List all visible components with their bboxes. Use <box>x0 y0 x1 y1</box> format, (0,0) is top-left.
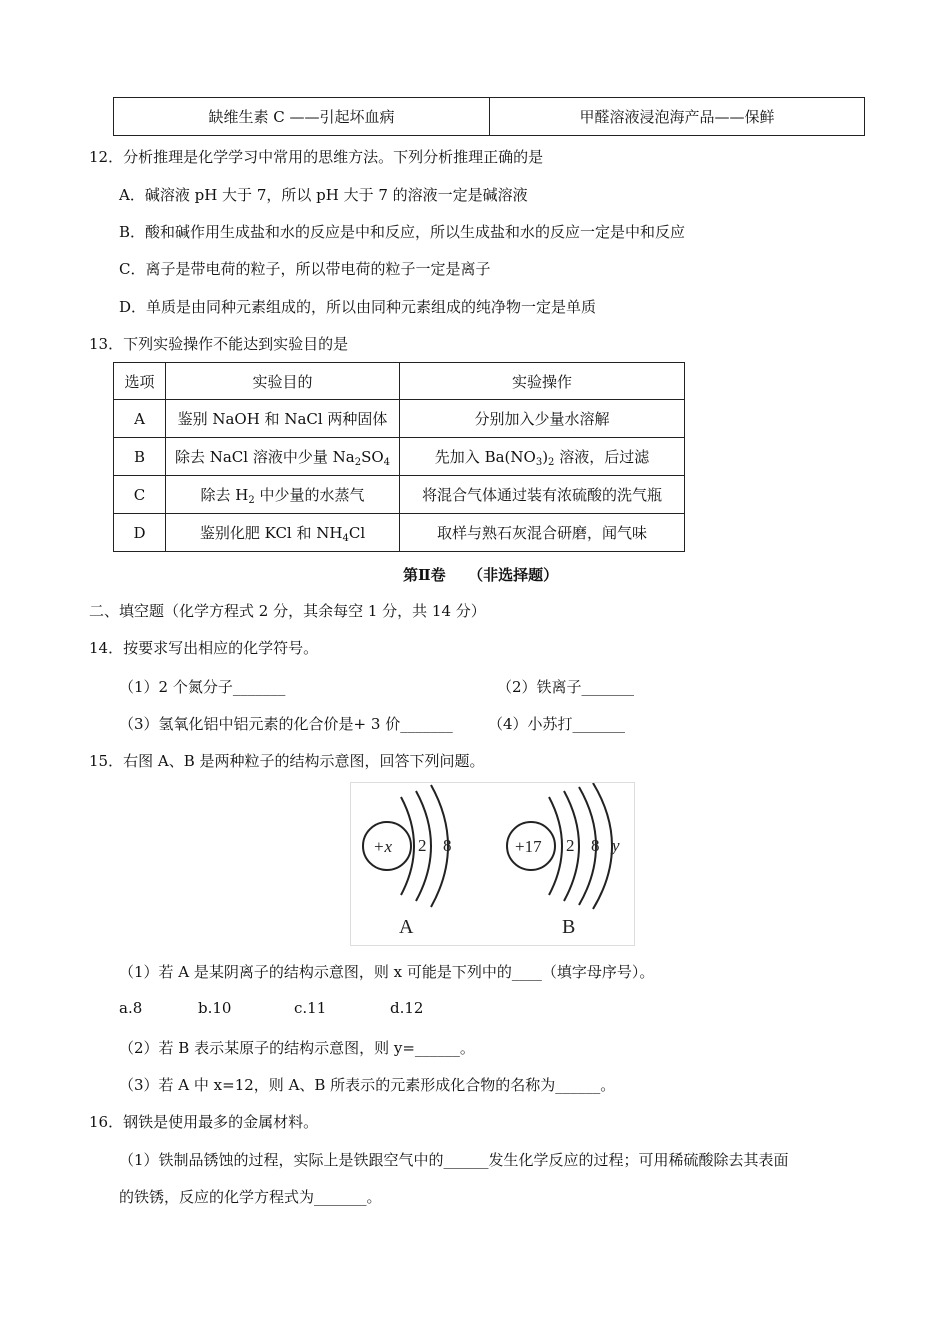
atom-a-shell-arc-1 <box>401 797 414 895</box>
q12-option-c: C．离子是带电荷的粒子，所以带电荷的粒子一定是离子 <box>119 260 491 278</box>
q13-stem: 13．下列实验操作不能达到实验目的是 <box>89 335 349 353</box>
atom-b-shell1-count: 2 <box>566 836 575 855</box>
atom-structure-diagram <box>350 782 635 946</box>
q12-option-d: D．单质是由同种元素组成的，所以由同种元素组成的纯净物一定是单质 <box>119 298 597 316</box>
q15-choice-a: a.8 <box>119 999 143 1017</box>
table-row <box>114 438 685 476</box>
q14-part1: （1）2 个氮分子_______ <box>119 678 286 696</box>
atom-b-shell3-count: y <box>612 836 620 855</box>
atom-a-nucleus-label: +x <box>373 837 393 856</box>
section2-intro: 二、填空题（化学方程式 2 分，其余每空 1 分，共 14 分） <box>89 602 486 620</box>
table-row <box>114 514 685 552</box>
table-row <box>114 400 685 438</box>
row-operation: 取样与熟石灰混合研磨，闻气味 <box>400 514 685 552</box>
header-operation: 实验操作 <box>400 363 685 400</box>
row-purpose: 鉴别 NaOH 和 NaCl 两种固体 <box>166 400 400 438</box>
subscript: 2 <box>248 494 255 506</box>
atom-b-label: B <box>562 916 576 938</box>
table-header-row <box>114 363 685 400</box>
q15-part1: （1）若 A 是某阴离子的结构示意图，则 x 可能是下列中的____（填字母序号）。 <box>119 963 655 981</box>
atom-a-shell2-count: 8 <box>443 836 452 855</box>
q16-part1-line1: （1）铁制品锈蚀的过程，实际上是铁跟空气中的______发生化学反应的过程；可用稀硫酸除去其表面 <box>119 1151 789 1169</box>
row-option: C <box>114 476 166 514</box>
row-option: D <box>114 514 166 552</box>
atom-a-label: A <box>399 916 414 938</box>
row-option: A <box>114 400 166 438</box>
header-option: 选项 <box>114 363 166 400</box>
header-purpose: 实验目的 <box>166 363 400 400</box>
row-option: B <box>114 438 166 476</box>
atom-b-nucleus-label: +17 <box>515 837 542 856</box>
q15-part2: （2）若 B 表示某原子的结构示意图，则 y=______。 <box>119 1039 475 1057</box>
row-operation-text: 先加入 Ba(NO <box>434 447 536 466</box>
q15-choice-c: c.11 <box>294 999 327 1017</box>
top-table <box>113 97 865 136</box>
table-row <box>114 476 685 514</box>
row-operation: 将混合气体通过装有浓硫酸的洗气瓶 <box>400 476 685 514</box>
row-purpose <box>166 438 400 476</box>
q16-stem: 16．钢铁是使用最多的金属材料。 <box>89 1113 319 1131</box>
atom-structure-svg <box>351 783 634 945</box>
q16-part1-line2: 的铁锈，反应的化学方程式为_______。 <box>119 1188 382 1206</box>
row-purpose-text: 除去 H <box>200 485 249 504</box>
row-purpose-text: SO <box>361 447 384 466</box>
row-purpose-text: 鉴别化肥 KCl 和 NH <box>199 523 343 542</box>
top-table-right-cell: 甲醛溶液浸泡海产品——保鲜 <box>490 98 865 136</box>
row-purpose-text: 中少量的水蒸气 <box>254 485 365 504</box>
q14-part3: （3）氢氧化铝中铝元素的化合价是+ 3 价_______ <box>119 715 453 733</box>
row-operation: 分别加入少量水溶解 <box>400 400 685 438</box>
row-purpose-text: 除去 NaCl 溶液中少量 Na <box>174 447 355 466</box>
q14-part2: （2）铁离子_______ <box>497 678 635 696</box>
q14-stem: 14．按要求写出相应的化学符号。 <box>89 639 319 657</box>
row-purpose <box>166 514 400 552</box>
atom-b-shell2-count: 8 <box>591 836 600 855</box>
row-purpose-text: Cl <box>348 523 366 542</box>
q12-option-b: B．酸和碱作用生成盐和水的反应是中和反应，所以生成盐和水的反应一定是中和反应 <box>119 223 686 241</box>
row-purpose <box>166 476 400 514</box>
top-table-left-cell: 缺维生素 C ——引起坏血病 <box>114 98 490 136</box>
q14-part4: （4）小苏打_______ <box>488 715 626 733</box>
section2-title: 第Ⅱ卷 （非选择题） <box>403 566 559 584</box>
q15-choice-b: b.10 <box>198 999 232 1017</box>
q13-table <box>113 362 685 552</box>
atom-a-shell1-count: 2 <box>418 836 427 855</box>
subscript: 2 <box>354 456 362 468</box>
row-operation <box>400 438 685 476</box>
q12-stem: 12．分析推理是化学学习中常用的思维方法。下列分析推理正确的是 <box>89 148 544 166</box>
subscript: 3 <box>535 456 543 468</box>
q15-part3: （3）若 A 中 x=12，则 A、B 所表示的元素形成化合物的名称为______。 <box>119 1076 616 1094</box>
subscript: 2 <box>548 456 555 468</box>
q15-choice-d: d.12 <box>390 999 424 1017</box>
row-operation-text: 溶液，后过滤 <box>554 447 650 466</box>
row-operation-text: ) <box>542 447 549 466</box>
subscript: 4 <box>383 456 391 468</box>
q12-option-a: A．碱溶液 pH 大于 7，所以 pH 大于 7 的溶液一定是碱溶液 <box>119 186 528 204</box>
subscript: 4 <box>342 532 349 544</box>
q15-stem: 15．右图 A、B 是两种粒子的结构示意图，回答下列问题。 <box>89 752 485 770</box>
